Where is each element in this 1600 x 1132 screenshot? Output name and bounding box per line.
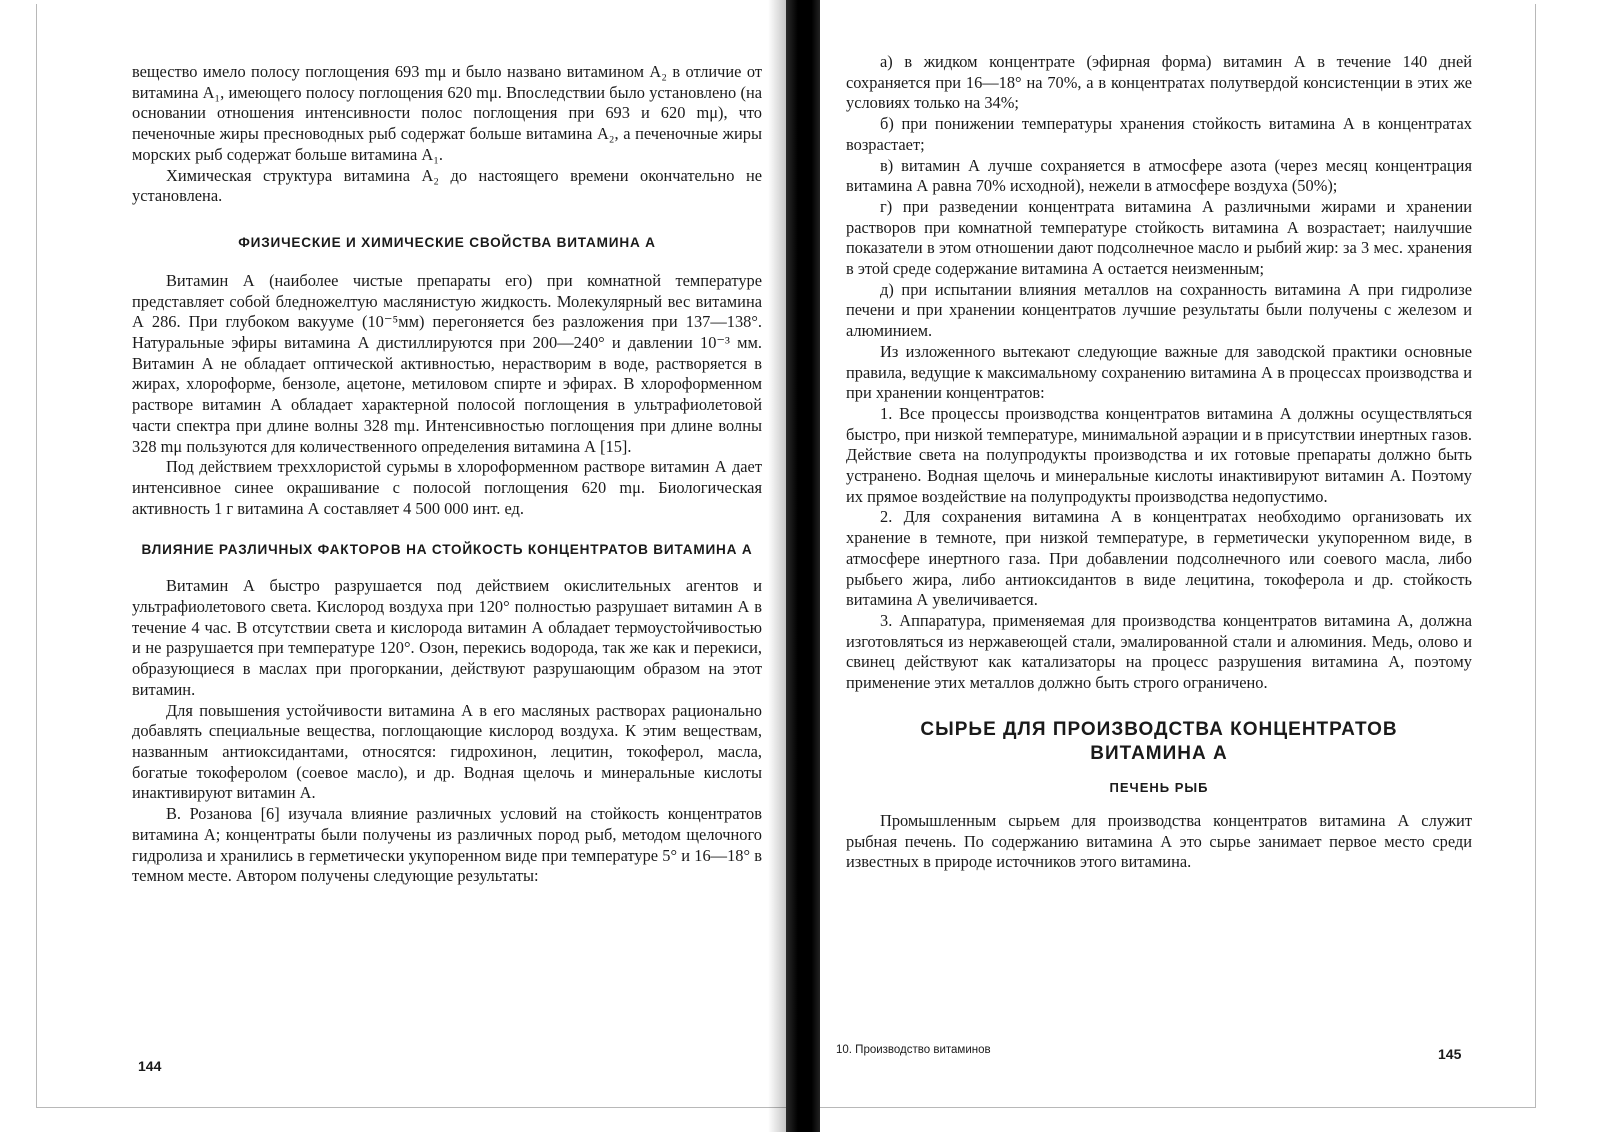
page-number-right: 145	[1438, 1046, 1462, 1062]
paragraph: В. Розанова [6] изучала влияние различных условий на стойкость концентратов витамина А; концентраты были получены из различных пород рыб, методом щелочного гидролиза и хранились в герметически укупоренном виде при температуре 5° и 16—18° в темном месте. Автором получены следующие результаты:	[132, 804, 762, 886]
subheading: ПЕЧЕНЬ РЫБ	[1109, 779, 1209, 795]
list-item: б) при понижении температуры хранения стойкость витамина А в концентратах возрастает;	[846, 114, 1472, 154]
rule-item: 1. Все процессы производства концентратов витамина А должны осуществляться быстро, при низкой температуре, минимальной аэрации и в присутствии инертных газов. Действие света на полупродукты производства и их готовые препараты должно быть устранено. Водная щелочь и минеральные кислоты инактивируют витамин А. Поэтому их прямое воздействие на полупродукты производства недопустимо.	[846, 403, 1472, 506]
paragraph: Для повышения устойчивости витамина А в его масляных растворах рационально добавлять специальные вещества, поглощающие кислород воздуха. К этим веществам, названным антиоксидантами, относятся: гидрохинон, лецитин, токоферол, масла, богатые токоферолом (соевое масло), и др. Водная щелочь и минеральные кислоты инактивируют витамин А.	[132, 700, 762, 803]
page-footer: 10. Производство витаминов	[836, 1044, 991, 1056]
book-gutter	[786, 0, 820, 1132]
paragraph: Химическая структура витамина A₂ до настоящего времени окончательно не установлена.	[132, 165, 762, 206]
section-heading-factors: ВЛИЯНИЕ РАЗЛИЧНЫХ ФАКТОРОВ НА СТОЙКОСТЬ КОНЦЕНТРАТОВ ВИТАМИНА А	[141, 542, 753, 558]
list-item: д) при испытании влияния металлов на сохранность витамина А при гидролизе печени и при хранении концентратов лучшие результаты были получены с железом и алюминием.	[846, 279, 1472, 341]
rule-item: 3. Аппаратура, применяемая для производства концентратов витамина А, должна изготовляться из нержавеющей стали, эмалированной стали и алюминия. Медь, олово и свинец действуют как катализаторы на процесс разрушения витамина А, поэтому применение этих металлов должно быть строго ограничено.	[846, 610, 1472, 693]
paragraph: Из изложенного вытекают следующие важные для заводской практики основные правила, ведущие к максимальному сохранению витамина А в процессах производства и при хранении концентратов:	[846, 341, 1472, 403]
paragraph: Промышленным сырьем для производства концентратов витамина А служит рыбная печень. По содержанию витамина А это сырье занимает первое место среди известных в природе источников этого витамина.	[846, 810, 1472, 872]
page-number-left: 144	[138, 1058, 162, 1074]
rule-item: 2. Для сохранения витамина А в концентратах необходимо организовать их хранение в темноте, при низкой температуре, в герметически укупоренном виде, в атмосфере инертного газа. При добавлении подсолнечного или соевого масла, либо рыбьего жира, либо антиоксидантов в виде лецитина, токоферола и др. стойкость витамина А увеличивается.	[846, 507, 1472, 610]
paragraph: Витамин А (наиболее чистые препараты его) при комнатной температуре представляет собой бледножелтую маслянистую жидкость. Молекулярный вес витамина А 286. При глубоком вакууме (10⁻⁵мм) перегоняется без разложения при 137—138°. Натуральные эфиры витамина А дистиллируются при 200—240° и давлении 10⁻³ мм. Витамин А не обладает оптической активностью, нерастворим в воде, растворяется в жирах, хлороформе, бензоле, ацетоне, метиловом спирте и эфирах. В хлороформенном растворе витамин А обладает характерной полосой поглощения в ультрафиолетовой части спектра при длине волны 328 mμ. Интенсивностью поглощения при длине волны 328 mμ пользуются для количественного определения витамина А [15].	[132, 270, 762, 456]
section-heading-properties: ФИЗИЧЕСКИЕ И ХИМИЧЕСКИЕ СВОЙСТВА ВИТАМИНА А	[238, 234, 656, 250]
list-item: а) в жидком концентрате (эфирная форма) витамин А в течение 140 дней сохраняется при 16—18° на 70%, а в концентратах полутвердой консистенции в этих же условиях только на 34%;	[846, 52, 1472, 113]
chapter-heading: СЫРЬЕ ДЛЯ ПРОИЗВОДСТВА КОНЦЕНТРАТОВ ВИТАМИНА А	[920, 718, 1398, 764]
paragraph: вещество имело полосу поглощения 693 mμ и было названо витамином A₂ в отличие от витамина A₁, имеющего полосу поглощения 620 mμ. Впоследствии было установлено (на основании отношения интенсивности полос поглощения при 693 и 620 mμ), что печеночные жиры пресноводных рыб содержат больше витамина A₂, а печеночные жиры морских рыб содержат больше витамина A₁.	[132, 62, 762, 164]
right-page	[846, 52, 1472, 873]
left-page	[132, 62, 762, 887]
book-gutter-shadow	[768, 0, 788, 1132]
paragraph: Под действием треххлористой сурьмы в хлороформенном растворе витамин А дает интенсивное синее окрашивание с полосой поглощения 620 mμ. Биологическая активность 1 г витамина А составляет 4 500 000 инт. ед.	[132, 457, 762, 518]
list-item: г) при разведении концентрата витамина А различными жирами и хранении растворов при комнатной температуре стойкость витамина А возрастает; наилучшие показатели в этом отношении дают подсолнечное масло и рыбий жир: за 3 мес. хранения в этой среде содержание витамина А остается неизменным;	[846, 196, 1472, 279]
paragraph: Витамин А быстро разрушается под действием окислительных агентов и ультрафиолетового света. Кислород воздуха при 120° полностью разрушает витамин А в течение 4 час. В отсутствии света и кислорода витамин А обладает термоустойчивостью и не разрушается при температуре 120°. Озон, перекись водорода, так же как и перекиси, образующиеся в маслах при прогоркании, действуют разрушающим образом на этот витамин.	[132, 576, 762, 699]
list-item: в) витамин А лучше сохраняется в атмосфере азота (через месяц концентрация витамина А равна 70% исходной), нежели в атмосфере воздуха (50%);	[846, 155, 1472, 196]
